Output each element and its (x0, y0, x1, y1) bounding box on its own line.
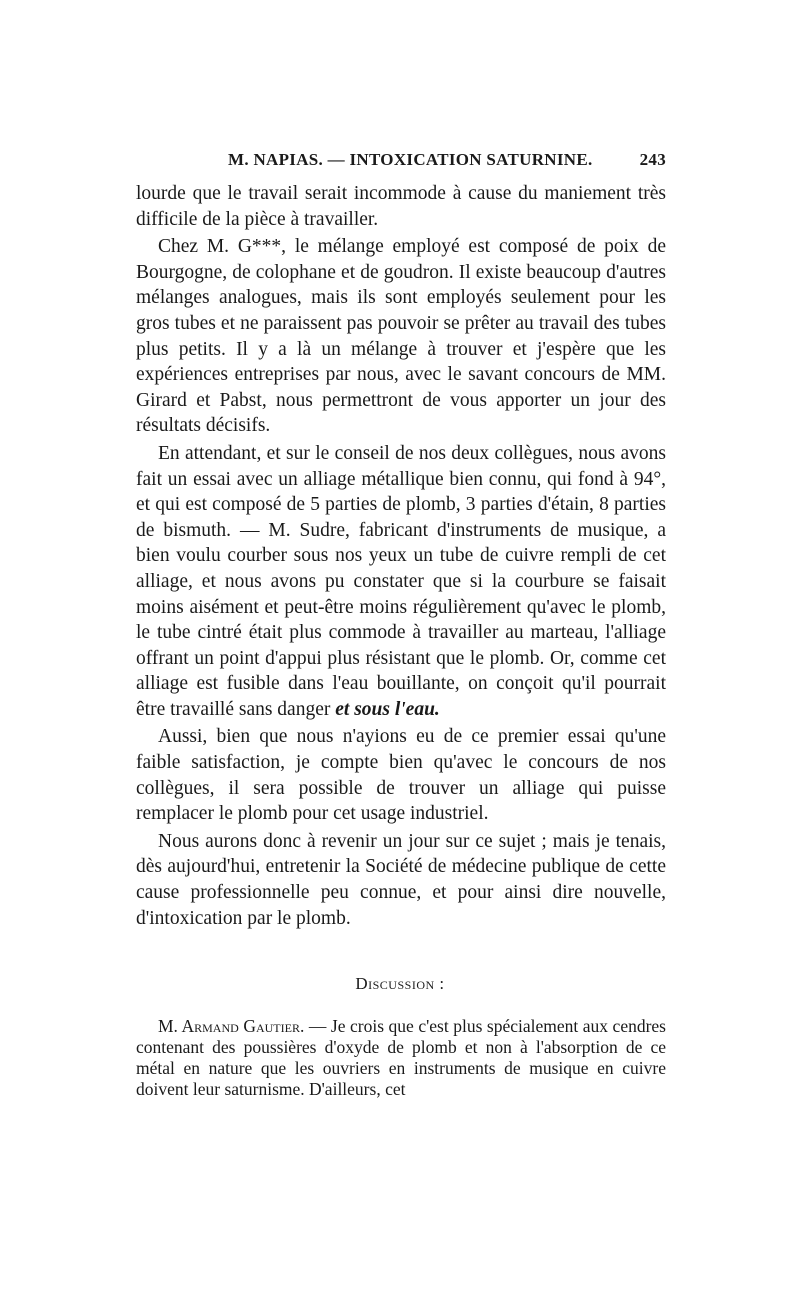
paragraph-2: Chez M. G***, le mélange employé est composé de poix de Bourgogne, de colophane et de goudron. Il existe beaucoup d'autres mélanges analogues, mais ils sont employés seulement pour les gros tubes et ne paraissent pas pouvoir se prêter au travail des tubes plus petits. Il y a là un mélange à trouver et j'espère que les expériences entreprises par nous, avec le savant concours de MM. Girard et Pabst, nous permettront de vous apporter un jour des résultats décisifs. (136, 236, 666, 437)
discussion-heading (0, 974, 800, 994)
page-number: 243 (639, 150, 666, 169)
running-head-title: M. NAPIAS. — INTOXICATION SATURNINE. (228, 150, 593, 169)
discussion-heading-text: Discussion : (355, 974, 445, 993)
paragraph-4: Aussi, bien que nous n'ayions eu de ce premier essai qu'une faible satisfaction, je compte bien qu'avec le concours de nos collègues, il sera possible de trouver un alliage qui puisse remplacer le plomb pour cet usage industriel. (136, 726, 666, 825)
discussion-body: — Je crois que c'est plus spécialement aux cendres contenant des poussières d'oxyde de plomb et non à l'absorption de ce métal en nature que les ouvriers en instruments de musique en cuivre doivent leur saturnisme. D'ailleurs, cet (136, 1016, 666, 1099)
paragraph-3-emphasis: et sous l'eau. (335, 698, 440, 720)
paragraph-1: lourde que le travail serait incommode à cause du maniement très difficile de la pièce à travailler. (136, 183, 666, 230)
discussion-paragraph (136, 1016, 666, 1100)
paragraph-5: Nous aurons donc à revenir un jour sur ce sujet ; mais je tenais, dès aujourd'hui, entretenir la Société de médecine publique de cette cause professionnelle peu connue, et pour ainsi dire nouvelle, d'intoxication par le plomb. (136, 830, 666, 929)
discussion-text (136, 1016, 666, 1100)
speaker-name: M. Armand Gautier. (158, 1016, 305, 1036)
body-text (136, 181, 666, 931)
paragraph-3-text: En attendant, et sur le conseil de nos deux collègues, nous avons fait un essai avec un alliage métallique bien connu, qui fond à 94°, et qui est composé de 5 parties de plomb, 3 parties d'étain, 8 parties de bismuth. — M. Sudre, fabricant d'instruments de musique, a bien voulu courber sous nos yeux un tube de cuivre rempli de cet alliage, et nous avons pu constater que si la courbure se faisait moins aisément et peut-être moins régulièrement qu'avec le plomb, le tube cintré était plus commode à travailler au marteau, l'alliage offrant un point d'appui plus résistant que le plomb. Or, comme cet alliage est fusible dans l'eau bouillante, on conçoit qu'il pourrait être travaillé sans danger (136, 442, 666, 720)
paragraph-3 (136, 441, 666, 723)
